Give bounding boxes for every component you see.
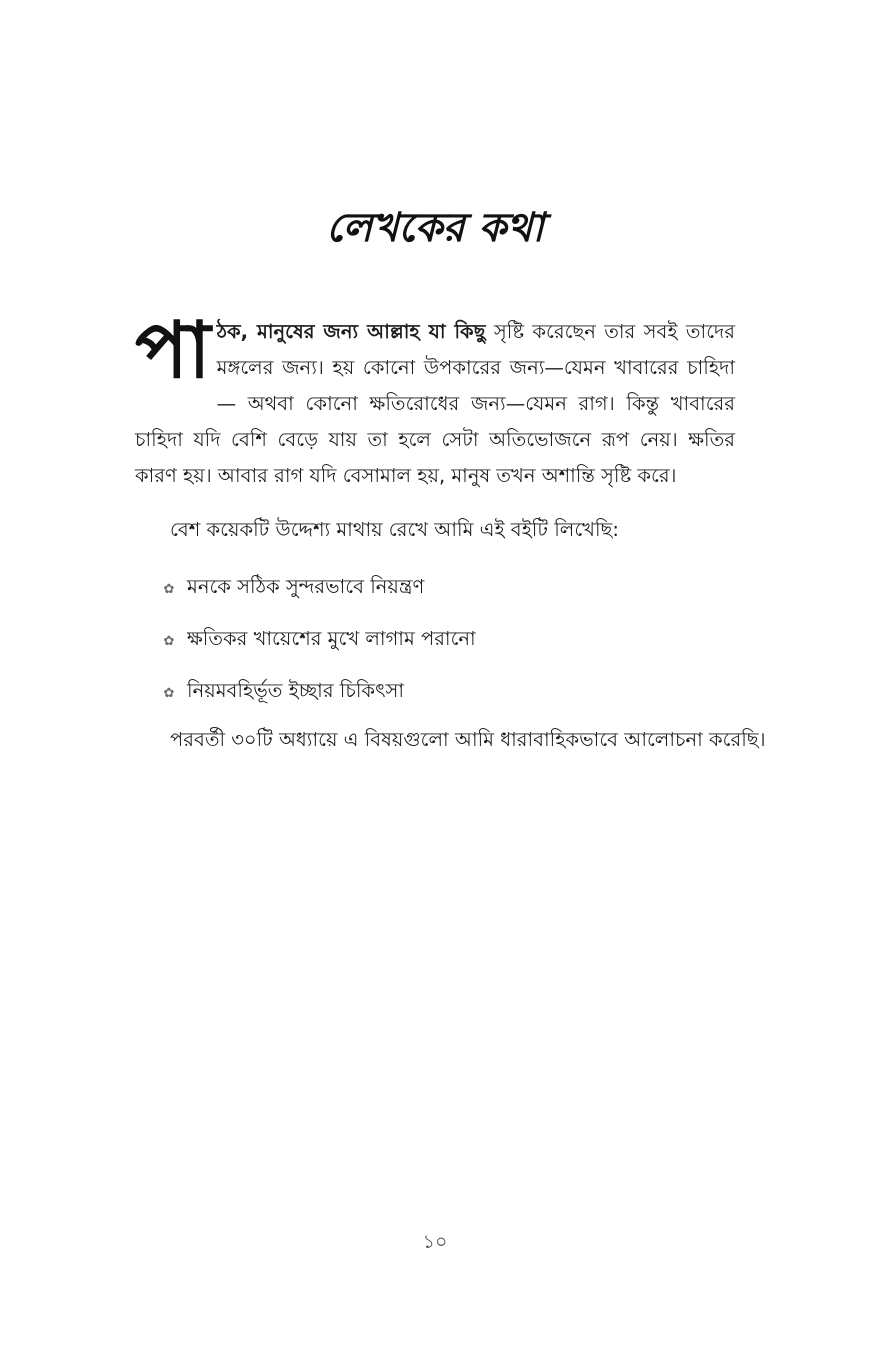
flower-bullet-icon: ✿ <box>163 633 175 649</box>
purpose-list <box>162 563 722 719</box>
list-item <box>162 615 722 667</box>
list-item-text: মনকে সঠিক সুন্দরভাবে নিয়ন্ত্রণ <box>187 575 425 598</box>
page-number: ১০ <box>422 1231 448 1253</box>
purpose-line: বেশ কয়েকটি উদ্দেশ্য মাথায় রেখে আমি এই বইটি লিখেছি: <box>170 518 619 541</box>
intro-body: সৃষ্টি করেছেন তার সবই তাদের মঙ্গলের জন্য। হয় কোনো উপকারের জন্য—যেমন খাবারের চাহিদা— অথবা কোনো ক্ষতিরোধের জন্য—যেমন রাগ। কিন্তু খাবারের চাহিদা যদি বেশি বেড়ে যায় তা হলে সেটা অতিভোজনে রূপ নেয়। ক্ষতির কারণ হয়। আবার রাগ যদি বেসামাল হয়, মানুষ তখন অশান্তি সৃষ্টি করে। <box>135 320 735 487</box>
list-item <box>162 667 722 719</box>
intro-paragraph <box>135 306 735 494</box>
flower-bullet-icon: ✿ <box>163 685 175 701</box>
list-item-text: ক্ষতিকর খায়েশের মুখে লাগাম পরানো <box>187 627 476 650</box>
flower-bullet-icon: ✿ <box>163 581 175 597</box>
page-title: লেখকের কথা <box>326 205 544 251</box>
list-item <box>162 563 722 615</box>
list-item-text: নিয়মবহির্ভূত ইচ্ছার চিকিৎসা <box>187 679 405 702</box>
closing-line: পরবর্তী ৩০টি অধ্যায়ে এ বিষয়গুলো আমি ধারাবাহিকভাবে আলোচনা করেছি। <box>170 728 766 751</box>
drop-cap: পা <box>135 306 211 396</box>
intro-bold-lead: ঠক, মানুষের জন্য আল্লাহ যা কিছু <box>216 320 486 343</box>
